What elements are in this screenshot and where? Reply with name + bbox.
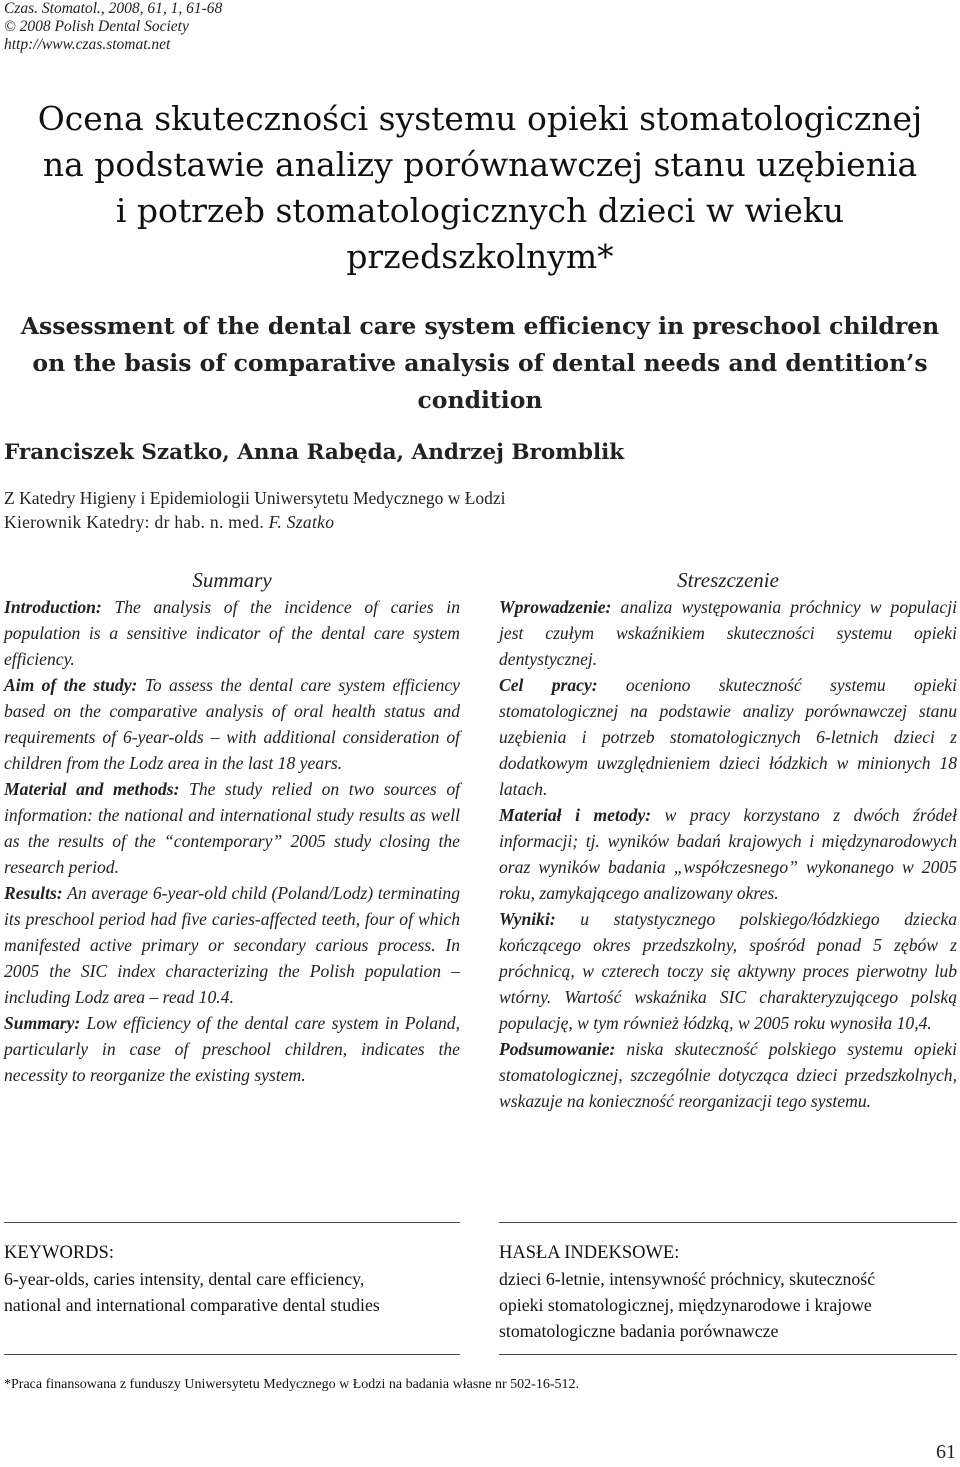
hasla-bottom-divider [499, 1354, 957, 1355]
keywords-heading: KEYWORDS: [4, 1243, 114, 1263]
summary-results [4, 880, 460, 1010]
streszczenie-heading: Streszczenie [677, 568, 779, 592]
keywords-line: national and international comparative dental studies [4, 1295, 380, 1315]
summary-conclusion-label: Summary: [4, 1013, 81, 1033]
english-title-line: on the basis of comparative analysis of dental needs and dentition’s [32, 349, 928, 377]
affiliation-head-name: F. Szatko [268, 512, 335, 532]
journal-citation: Czas. Stomatol., 2008, 61, 1, 61-68 [4, 0, 223, 17]
keywords-line: 6-year-olds, caries intensity, dental care efficiency, [4, 1269, 365, 1289]
streszczenie-results-label: Wyniki: [499, 909, 556, 929]
streszczenie-methods-text: w pracy korzystano z dwóch źródeł informacji; tj. wyników badań krajowych i międzynarodowych oraz wyników badania „współczesnego” wykonanego w 2005 roku, zamykającego analizowany okres. [499, 805, 957, 903]
page-number: 61 [936, 1441, 956, 1463]
streszczenie-methods-label: Materiał i metody: [499, 805, 652, 825]
hasla-line: dzieci 6-letnie, intensywność próchnicy, skuteczność [499, 1269, 876, 1289]
summary-aim [4, 672, 460, 776]
streszczenie-results [499, 906, 957, 1036]
english-title-line: Assessment of the dental care system efficiency in preschool children [20, 312, 940, 340]
summary-column [4, 566, 460, 1088]
streszczenie-conclusion [499, 1036, 957, 1114]
keywords-block [4, 1240, 464, 1318]
summary-intro-text: The analysis of the incidence of caries in population is a sensitive indicator of the dental care system efficiency. [4, 597, 460, 669]
journal-header [4, 0, 404, 54]
summary-aim-label: Aim of the study: [4, 675, 138, 695]
streszczenie-conclusion-text: niska skuteczność polskiego systemu opieki stomatologicznej, szczególnie dotycząca dzieci przedszkolnych, wskazuje na konieczność reorganizacji tego systemu. [499, 1039, 957, 1111]
affiliation-head-prefix: Kierownik Katedry: dr hab. n. med. [4, 512, 269, 532]
streszczenie-conclusion-label: Podsumowanie: [499, 1039, 616, 1059]
summary-results-text: An average 6-year-old child (Poland/Lodz) terminating its preschool period had five caries-affected teeth, four of which manifested active primary or secondary carious process. In 2005 the SIC index characterizing the Polish population – including Lodz area – read 10.4. [4, 883, 460, 1007]
hasla-line: stomatologiczne badania porównawcze [499, 1321, 779, 1341]
streszczenie-aim-text: oceniono skuteczność systemu opieki stomatologicznej na podstawie analizy porównawczej stanu uzębienia i potrzeb stomatologicznych 6-letnich dzieci z dodatkowym uwzględnieniem dzieci łódzkich w minionych 18 latach. [499, 675, 957, 799]
affiliation-department: Z Katedry Higieny i Epidemiologii Uniwersytetu Medycznego w Łodzi [4, 488, 506, 508]
summary-conclusion-text: Low efficiency of the dental care system in Poland, particularly in case of preschool children, indicates the necessity to reorganize the existing system. [4, 1013, 460, 1085]
streszczenie-aim [499, 672, 957, 802]
polish-title-line: na podstawie analizy porównawczej stanu uzębienia [42, 145, 918, 184]
hasla-block [499, 1240, 959, 1344]
streszczenie-aim-label: Cel pracy: [499, 675, 598, 695]
english-title [0, 308, 960, 419]
affiliation-head [4, 510, 704, 534]
streszczenie-results-text: u statystycznego polskiego/łódzkiego dziecka kończącego okres przedszkolny, spośród ponad 5 zębów z próchnicą, w czterech toczy się aktywny proces pierwotny lub wtórny. Wartość wskaźnika SIC charakteryzującego polską populację, w tym również łódzką, w 2005 roku wynosiła 10,4. [499, 909, 957, 1033]
funding-footnote: *Praca finansowana z funduszy Uniwersytetu Medycznego w Łodzi na badania własne nr 502-16-512. [4, 1377, 579, 1392]
summary-methods-text: The study relied on two sources of information: the national and international study results as well as the results of the “contemporary” 2005 study closing the research period. [4, 779, 461, 877]
keywords-bottom-divider [4, 1354, 460, 1355]
polish-title-line: i potrzeb stomatologicznych dzieci w wieku [115, 191, 845, 230]
streszczenie-methods [499, 802, 957, 906]
streszczenie-column [499, 566, 957, 1114]
polish-title [0, 96, 960, 280]
summary-aim-text: To assess the dental care system efficiency based on the comparative analysis of oral health status and requirements of 6-year-olds – with additional consideration of children from the Lodz area in the last 18 years. [4, 675, 460, 773]
summary-heading: Summary [192, 568, 272, 592]
hasla-line: opieki stomatologicznej, międzynarodowe i krajowe [499, 1295, 872, 1315]
keywords-top-divider [4, 1222, 460, 1223]
summary-introduction [4, 594, 460, 672]
streszczenie-intro-text: analiza występowania próchnicy w populacji jest czułym wskaźnikiem skuteczności systemu opieki dentystycznej. [499, 597, 957, 669]
author-list: Franciszek Szatko, Anna Rabęda, Andrzej Bromblik [4, 440, 625, 465]
english-title-line: condition [417, 386, 543, 414]
affiliation [4, 486, 704, 534]
summary-conclusion [4, 1010, 460, 1088]
journal-url: http://www.czas.stomat.net [4, 36, 171, 53]
summary-methods-label: Material and methods: [4, 779, 180, 799]
streszczenie-intro-label: Wprowadzenie: [499, 597, 612, 617]
journal-copyright: © 2008 Polish Dental Society [4, 18, 189, 35]
summary-results-label: Results: [4, 883, 63, 903]
summary-methods [4, 776, 460, 880]
streszczenie-introduction [499, 594, 957, 672]
summary-intro-label: Introduction: [4, 597, 102, 617]
polish-title-line: Ocena skuteczności systemu opieki stomatologicznej [37, 99, 923, 138]
polish-title-line: przedszkolnym* [346, 237, 614, 276]
hasla-heading: HASŁA INDEKSOWE: [499, 1243, 680, 1263]
hasla-top-divider [499, 1222, 957, 1223]
